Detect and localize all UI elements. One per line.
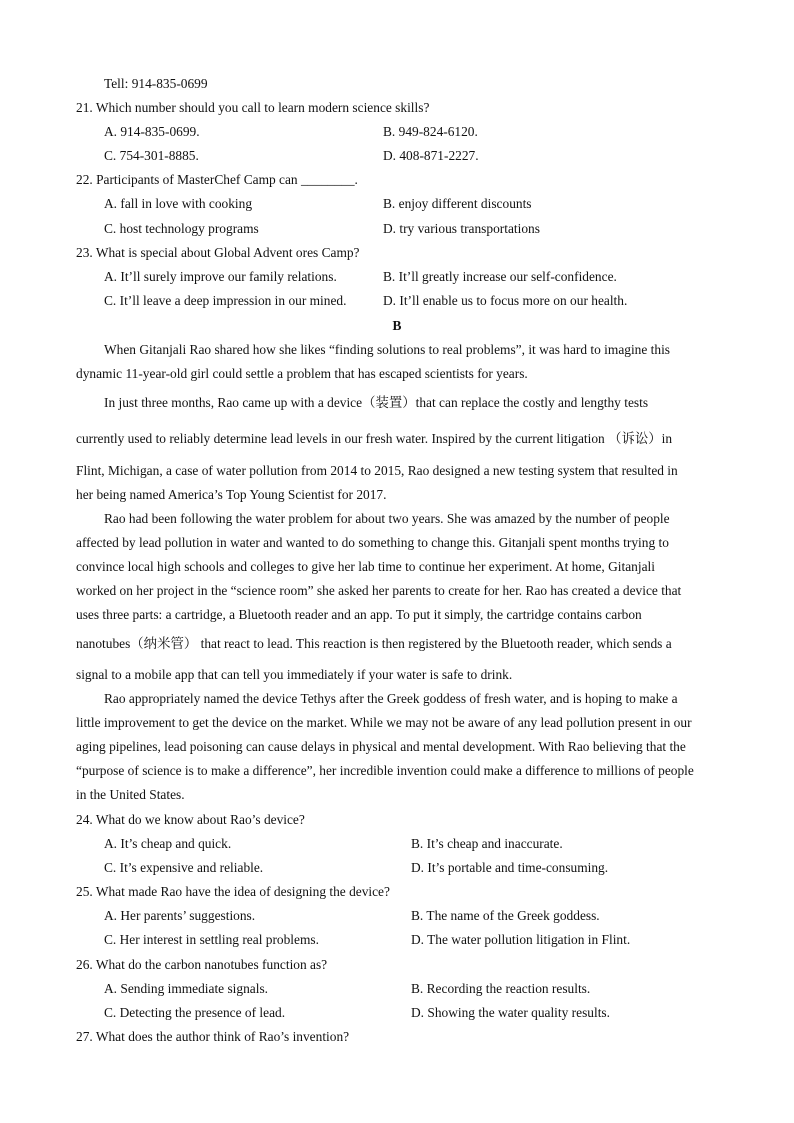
question-27-stem: 27. What does the author think of Rao’s invention? xyxy=(76,1029,350,1044)
q22-option-b: B. enjoy different discounts xyxy=(383,196,532,211)
passage-p2-line-3: Flint, Michigan, a case of water pollution from 2014 to 2015, Rao designed a new testing system that resulted in xyxy=(76,463,678,478)
passage-p2-line-1: In just three months, Rao came up with a device（装置）that can replace the costly and lengthy tests xyxy=(104,395,649,410)
passage-p3-line-5: uses three parts: a cartridge, a Bluetooth reader and an app. To put it simply, the cartridge contains carbon xyxy=(76,607,642,622)
q26-option-d: D. Showing the water quality results. xyxy=(411,1005,610,1020)
passage-p4-line-1: Rao appropriately named the device Tethys after the Greek goddess of fresh water, and is hoping to make a xyxy=(104,691,678,706)
passage-p1-line-2: dynamic 11-year-old girl could settle a problem that has escaped scientists for years. xyxy=(76,366,528,381)
passage-p3-line-7: signal to a mobile app that can tell you immediately if your water is safe to drink. xyxy=(76,667,513,682)
q24-option-a: A. It’s cheap and quick. xyxy=(104,836,232,851)
q22-option-a: A. fall in love with cooking xyxy=(104,196,253,211)
q24-option-b: B. It’s cheap and inaccurate. xyxy=(411,836,563,851)
passage-p3-line-1: Rao had been following the water problem for about two years. She was amazed by the number of people xyxy=(104,511,670,526)
passage-p2-line-2: currently used to reliably determine lead levels in our fresh water. Inspired by the current litigation （诉讼）in xyxy=(76,431,673,446)
q23-option-d: D. It’ll enable us to focus more on our health. xyxy=(383,293,628,308)
q25-option-c: C. Her interest in settling real problems. xyxy=(104,932,319,947)
q26-option-c: C. Detecting the presence of lead. xyxy=(104,1005,286,1020)
q23-option-b: B. It’ll greatly increase our self-confidence. xyxy=(383,269,617,284)
passage-p3-line-3: convince local high schools and colleges to give her lab time to continue her experiment. At home, Gitanjali xyxy=(76,559,655,574)
question-22-stem: 22. Participants of MasterChef Camp can ________. xyxy=(76,172,358,187)
q26-option-a: A. Sending immediate signals. xyxy=(104,981,269,996)
passage-p4-line-2: little improvement to get the device on the market. While we may not be aware of any lead pollution present in our xyxy=(76,715,692,730)
question-23-stem: 23. What is special about Global Advent ores Camp? xyxy=(76,245,360,260)
q22-option-c: C. host technology programs xyxy=(104,221,259,236)
q24-option-d: D. It’s portable and time-consuming. xyxy=(411,860,609,875)
question-21-stem: 21. Which number should you call to learn modern science skills? xyxy=(76,100,430,115)
q25-option-a: A. Her parents’ suggestions. xyxy=(104,908,256,923)
passage-p4-line-4: “purpose of science is to make a difference”, her incredible invention could make a difference to millions of people xyxy=(76,763,694,778)
q21-option-a: A. 914-835-0699. xyxy=(104,124,200,139)
q25-option-b: B. The name of the Greek goddess. xyxy=(411,908,600,923)
passage-p3-line-2: affected by lead pollution in water and wanted to do something to change this. Gitanjali spent months trying to xyxy=(76,535,669,550)
passage-p4-line-3: aging pipelines, lead poisoning can cause delays in physical and mental development. With Rao believing that the xyxy=(76,739,686,754)
passage-p4-line-5: in the United States. xyxy=(76,787,185,802)
question-24-stem: 24. What do we know about Rao’s device? xyxy=(76,812,305,827)
q25-option-d: D. The water pollution litigation in Flint. xyxy=(411,932,631,947)
q26-option-b: B. Recording the reaction results. xyxy=(411,981,591,996)
question-26-stem: 26. What do the carbon nanotubes function as? xyxy=(76,957,328,972)
passage-p3-line-6: nanotubes（纳米管） that react to lead. This reaction is then registered by the Bluetooth reader, which sends a xyxy=(76,636,672,651)
q21-option-c: C. 754-301-8885. xyxy=(104,148,199,163)
passage-p1-line-1: When Gitanjali Rao shared how she likes “finding solutions to real problems”, it was hard to imagine this xyxy=(104,342,671,357)
tell-line: Tell: 914-835-0699 xyxy=(104,76,208,91)
q21-option-d: D. 408-871-2227. xyxy=(383,148,479,163)
q23-option-a: A. It’ll surely improve our family relations. xyxy=(104,269,337,284)
q24-option-c: C. It’s expensive and reliable. xyxy=(104,860,264,875)
q21-option-b: B. 949-824-6120. xyxy=(383,124,478,139)
q23-option-c: C. It’ll leave a deep impression in our mined. xyxy=(104,293,347,308)
passage-p3-line-4: worked on her project in the “science room” she asked her parents to create for her. Rao has created a device that xyxy=(76,583,682,598)
section-b-title: B xyxy=(392,318,402,333)
question-25-stem: 25. What made Rao have the idea of designing the device? xyxy=(76,884,390,899)
passage-p2-line-4: her being named America’s Top Young Scientist for 2017. xyxy=(76,487,387,502)
q22-option-d: D. try various transportations xyxy=(383,221,540,236)
